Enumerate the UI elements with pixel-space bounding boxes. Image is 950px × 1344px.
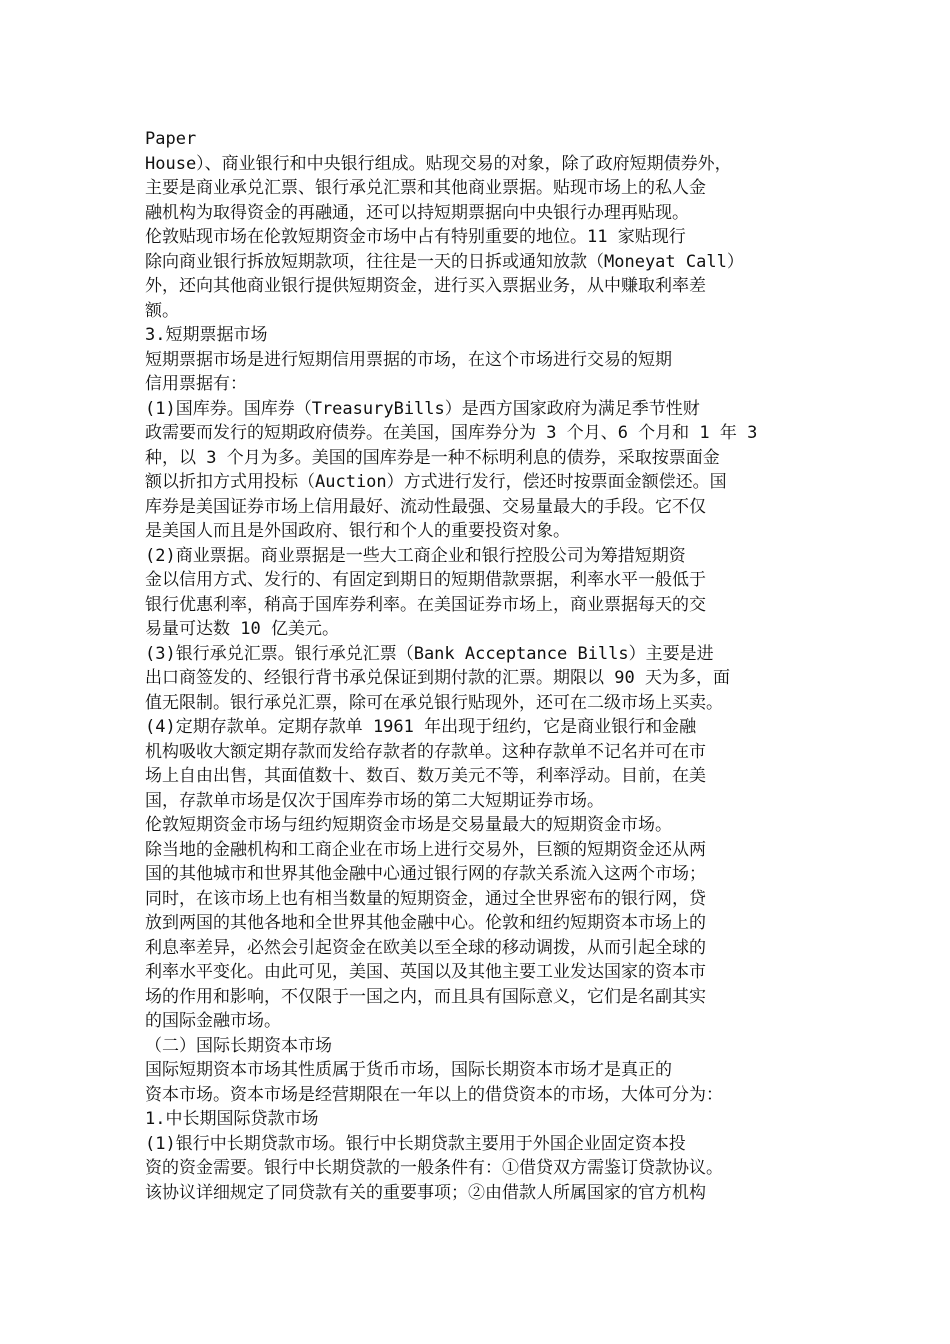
text-line: (1)国库券。国库券（TreasuryBills）是西方国家政府为满足季节性财	[145, 398, 700, 419]
text-line: 场上自由出售，其面值数十、数百、数万美元不等，利率浮动。目前，在美	[145, 766, 706, 786]
text-line: 国的其他城市和世界其他金融中心通过银行网的存款关系流入这两个市场；	[145, 864, 706, 884]
text-line: 机构吸收大额定期存款而发给存款者的存款单。这种存款单不记名并可在市	[145, 741, 706, 762]
text-line: 场的作用和影响，不仅限于一国之内，而且具有国际意义，它们是名副其实	[145, 986, 706, 1007]
text-line: 库券是美国证券市场上信用最好、流动性最强、交易量最大的手段。它不仅	[145, 496, 706, 517]
text-line: (1)银行中长期贷款市场。银行中长期贷款主要用于外国企业固定资本投	[145, 1133, 686, 1154]
text-line: 银行优惠利率，稍高于国库券利率。在美国证券市场上，商业票据每天的交	[145, 594, 706, 615]
text-line: (4)定期存款单。定期存款单 1961 年出现于纽约，它是商业银行和金融	[145, 717, 697, 737]
section-heading: 3.短期票据市场	[145, 325, 268, 345]
text-line: 种，以 3 个月为多。美国的国库券是一种不标明利息的债券，采取按票面金	[145, 447, 720, 468]
text-line: 除向商业银行拆放短期款项，往往是一天的日拆或通知放款（Moneyat Call）	[145, 251, 744, 272]
text-line: 国，存款单市场是仅次于国库券市场的第二大短期证券市场。	[145, 790, 604, 811]
text-line: 短期票据市场是进行短期信用票据的市场，在这个市场进行交易的短期	[145, 349, 672, 370]
text-line: 政需要而发行的短期政府债券。在美国，国库券分为 3 个月、6 个月和 1 年 3	[145, 423, 758, 443]
text-line: (3)银行承兑汇票。银行承兑汇票（Bank Acceptance Bills）主要是进	[145, 643, 714, 664]
text-line: 利息率差异，必然会引起资金在欧美以至全球的移动调拨，从而引起全球的	[145, 937, 706, 958]
text-line: 的国际金融市场。	[145, 1011, 281, 1031]
text-line: House）、商业银行和中央银行组成。贴现交易的对象，除了政府短期债券外，	[145, 153, 732, 174]
document-body	[145, 127, 825, 1205]
text-line: 额。	[145, 300, 179, 321]
text-line: 额以折扣方式用投标（Auction）方式进行发行，偿还时按票面金额偿还。国	[145, 472, 727, 492]
text-line: 资本市场。资本市场是经营期限在一年以上的借贷资本的市场，大体可分为：	[145, 1084, 723, 1105]
text-line: 伦敦短期资金市场与纽约短期资金市场是交易量最大的短期资金市场。	[145, 815, 672, 835]
text-line: 同时，在该市场上也有相当数量的短期资金，通过全世界密布的银行网，贷	[145, 888, 706, 909]
text-line: 金以信用方式、发行的、有固定到期日的短期借款票据，利率水平一般低于	[145, 570, 706, 590]
text-line: 外，还向其他商业银行提供短期资金，进行买入票据业务，从中赚取利率差	[145, 276, 706, 296]
text-line: 出口商签发的、经银行背书承兑保证到期付款的汇票。期限以 90 天为多，面	[145, 668, 730, 688]
text-line: 资的资金需要。银行中长期贷款的一般条件有：①借贷双方需鉴订贷款协议。	[145, 1158, 723, 1178]
text-line: 信用票据有：	[145, 374, 247, 394]
text-line: Paper	[145, 129, 197, 149]
text-line: 主要是商业承兑汇票、银行承兑汇票和其他商业票据。贴现市场上的私人金	[145, 178, 706, 198]
text-line: 该协议详细规定了同贷款有关的重要事项；②由借款人所属国家的官方机构	[145, 1182, 706, 1203]
text-line: 值无限制。银行承兑汇票，除可在承兑银行贴现外，还可在二级市场上买卖。	[145, 692, 723, 713]
text-line: 是美国人而且是外国政府、银行和个人的重要投资对象。	[145, 521, 570, 541]
text-line: 国际短期资本市场其性质属于货币市场，国际长期资本市场才是真正的	[145, 1060, 672, 1080]
text-line: 除当地的金融机构和工商企业在市场上进行交易外，巨额的短期资金还从两	[145, 839, 706, 860]
text-line: 融机构为取得资金的再融通，还可以持短期票据向中央银行办理再贴现。	[145, 202, 689, 223]
text-line: 伦敦贴现市场在伦敦短期资金市场中占有特别重要的地位。11 家贴现行	[145, 227, 686, 247]
text-line: (2)商业票据。商业票据是一些大工商企业和银行控股公司为筹措短期资	[145, 545, 686, 566]
text-line: 利率水平变化。由此可见，美国、英国以及其他主要工业发达国家的资本市	[145, 962, 706, 982]
text-line: 放到两国的其他各地和全世界其他金融中心。伦敦和纽约短期资本市场上的	[145, 913, 706, 933]
section-heading: 1.中长期国际贷款市场	[145, 1109, 319, 1129]
text-line: 易量可达数 10 亿美元。	[145, 619, 339, 639]
section-heading: （二）国际长期资本市场	[145, 1035, 332, 1056]
